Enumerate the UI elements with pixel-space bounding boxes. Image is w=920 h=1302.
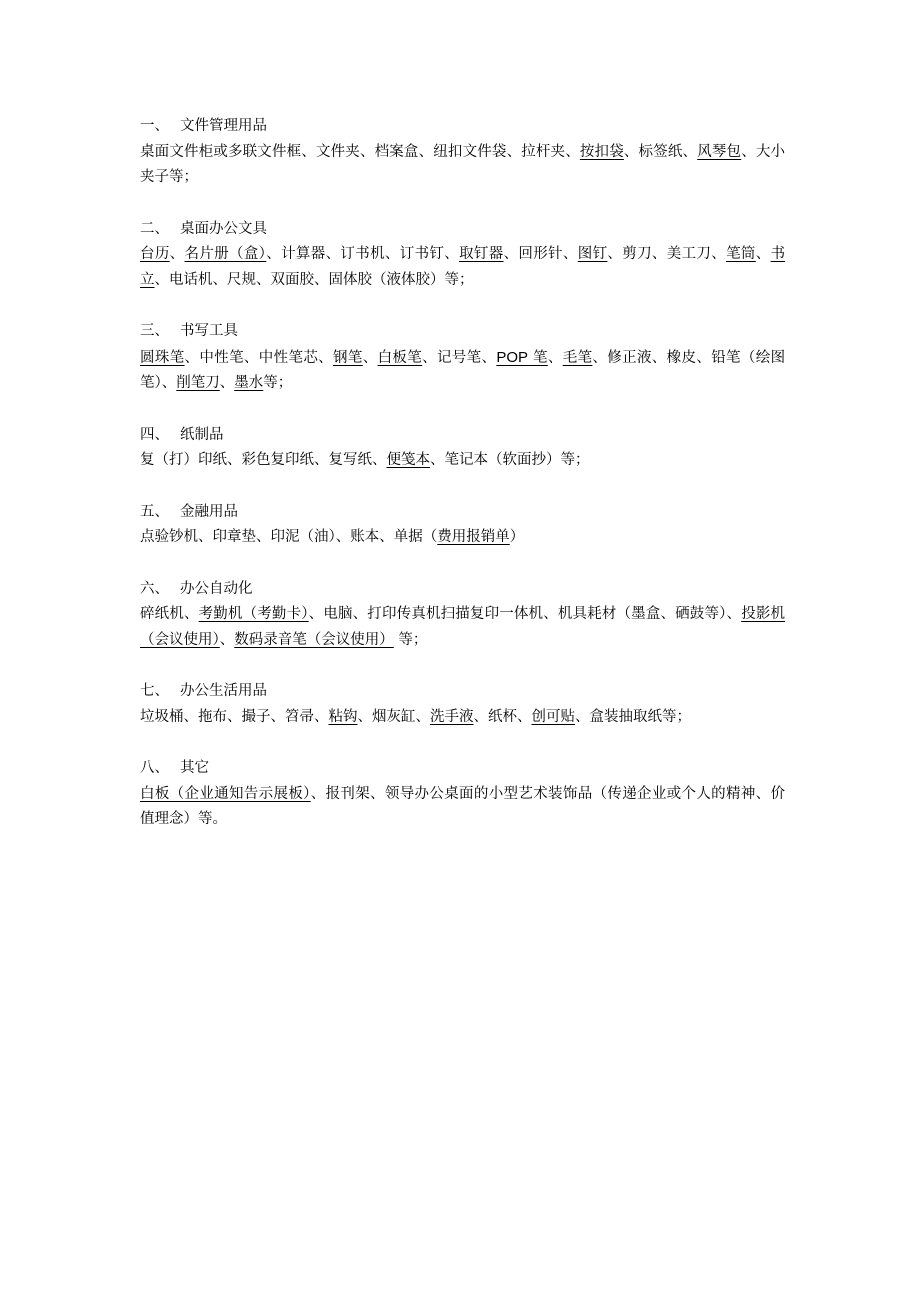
underlined-term: 白板笔: [377, 349, 423, 366]
section-heading: [140, 217, 785, 243]
section-body: [140, 242, 785, 293]
underlined-term: 白板（企业通知告示展板）: [140, 785, 311, 802]
underlined-term: 圆珠笔: [140, 349, 185, 366]
section-number: 二、: [140, 220, 169, 237]
body-text: 、: [219, 631, 235, 648]
body-text: 点验钞机、印章垫、印泥（油）、账本、单据（: [140, 529, 438, 545]
underlined-term: 便笺本: [386, 452, 430, 468]
body-text: 、大小夹子等；: [140, 143, 786, 185]
section-body: [140, 345, 785, 397]
section-body: [140, 782, 785, 833]
section-title: 书写工具: [180, 323, 238, 339]
body-text: 、烟灰缸、: [357, 708, 430, 725]
section-number: 五、: [140, 503, 169, 520]
body-text: ）: [509, 529, 525, 545]
section-number: 七、: [140, 683, 169, 699]
document-page: [140, 114, 785, 859]
underlined-term: 投影机（会议使用）: [140, 606, 786, 648]
underlined-term: 取钉器: [459, 246, 504, 262]
body-text: 等；: [263, 375, 293, 391]
body-text: 垃圾桶、拖布、撮子、笤帚、: [140, 708, 329, 725]
underlined-term: 风琴包: [697, 143, 742, 160]
section-title: 金融用品: [180, 503, 238, 520]
section-heading: [140, 114, 785, 140]
section: [140, 756, 785, 833]
body-text: 、记号笔、: [422, 349, 497, 366]
underlined-term: 笔: [528, 349, 548, 366]
section-heading: [140, 423, 785, 449]
underlined-term: 墨水: [234, 375, 264, 391]
underlined-term: 钢笔: [333, 349, 363, 366]
section: [140, 577, 785, 654]
section-title: 办公生活用品: [180, 683, 267, 699]
body-text: 、标签纸、: [623, 143, 698, 160]
section: [140, 217, 785, 294]
body-text: 、: [219, 375, 235, 391]
underlined-term: 笔筒: [726, 246, 756, 262]
underlined-term: 按扣袋: [579, 143, 624, 160]
section-heading: [140, 577, 785, 603]
underlined-term: 费用报销单: [437, 529, 510, 545]
section: [140, 319, 785, 397]
section-body: [140, 705, 785, 731]
section-number: 八、: [140, 760, 169, 776]
section-body: [140, 602, 785, 653]
body-text: 、笔记本（软面抄）等；: [430, 452, 590, 468]
section-heading: [140, 756, 785, 782]
body-text: 、电话机、尺规、双面胶、固体胶（液体胶）等；: [154, 271, 474, 288]
section-title: 文件管理用品: [180, 118, 267, 134]
section-number: 四、: [140, 426, 169, 443]
body-text: 、: [547, 349, 563, 366]
body-text: 、纸杯、: [473, 708, 532, 725]
body-text: 、: [169, 246, 185, 262]
underlined-term: 创可贴: [531, 708, 575, 725]
section-number: 三、: [140, 323, 169, 339]
section-title: 办公自动化: [180, 580, 253, 597]
section-body: [140, 525, 785, 551]
underlined-term: 名片册（盒）: [184, 246, 267, 262]
section: [140, 423, 785, 474]
underlined-term: 毛笔: [562, 349, 593, 366]
body-text: 等；: [393, 631, 428, 648]
underlined-term: 图钉: [577, 246, 608, 262]
body-text: 、回形针、: [503, 246, 578, 262]
underlined-term: 粘钩: [328, 708, 358, 725]
body-text: 、: [755, 246, 771, 262]
body-text: 、计算器、订书机、订书钉、: [266, 246, 460, 262]
body-text: 、电脑、打印传真机扫描复印一体机、机具耗材（墨盒、硒鼓等）、: [308, 606, 742, 622]
section-heading: [140, 679, 785, 705]
underlined-term: 数码录音笔（会议使用）: [234, 631, 394, 648]
underlined-term: 台历: [140, 246, 170, 262]
body-text: 复（打）印纸、彩色复印纸、复写纸、: [140, 452, 387, 468]
section: [140, 679, 785, 730]
section-title: 桌面办公文具: [180, 220, 267, 237]
body-text: 、剪刀、美工刀、: [607, 246, 727, 262]
underlined-term: 削笔刀: [176, 375, 220, 391]
underlined-term: POP: [496, 348, 529, 366]
underlined-term: 考勤机（考勤卡）: [198, 606, 309, 622]
section-heading: [140, 319, 785, 345]
underlined-term: 书立: [140, 246, 786, 288]
section-number: 一、: [140, 118, 169, 134]
section: [140, 500, 785, 551]
section-title: 其它: [180, 760, 209, 776]
body-text: 碎纸机、: [140, 606, 199, 622]
section-title: 纸制品: [180, 426, 224, 443]
body-text: 、: [362, 349, 378, 366]
body-text: 、盒装抽取纸等；: [575, 708, 691, 725]
body-text: 、修正液、橡皮、铅笔（绘图笔）、: [140, 349, 786, 391]
body-text: 、报刊架、领导办公桌面的小型艺术装饰品（传递企业或个人的精神、价值理念）等。: [140, 785, 786, 827]
section-body: [140, 140, 785, 191]
section-heading: [140, 500, 785, 526]
section: [140, 114, 785, 191]
body-text: 、中性笔、中性笔芯、: [184, 349, 334, 366]
underlined-term: 洗手液: [430, 708, 474, 725]
body-text: 桌面文件柜或多联文件框、文件夹、档案盒、纽扣文件袋、拉杆夹、: [140, 143, 580, 160]
section-number: 六、: [140, 580, 169, 597]
section-body: [140, 448, 785, 474]
